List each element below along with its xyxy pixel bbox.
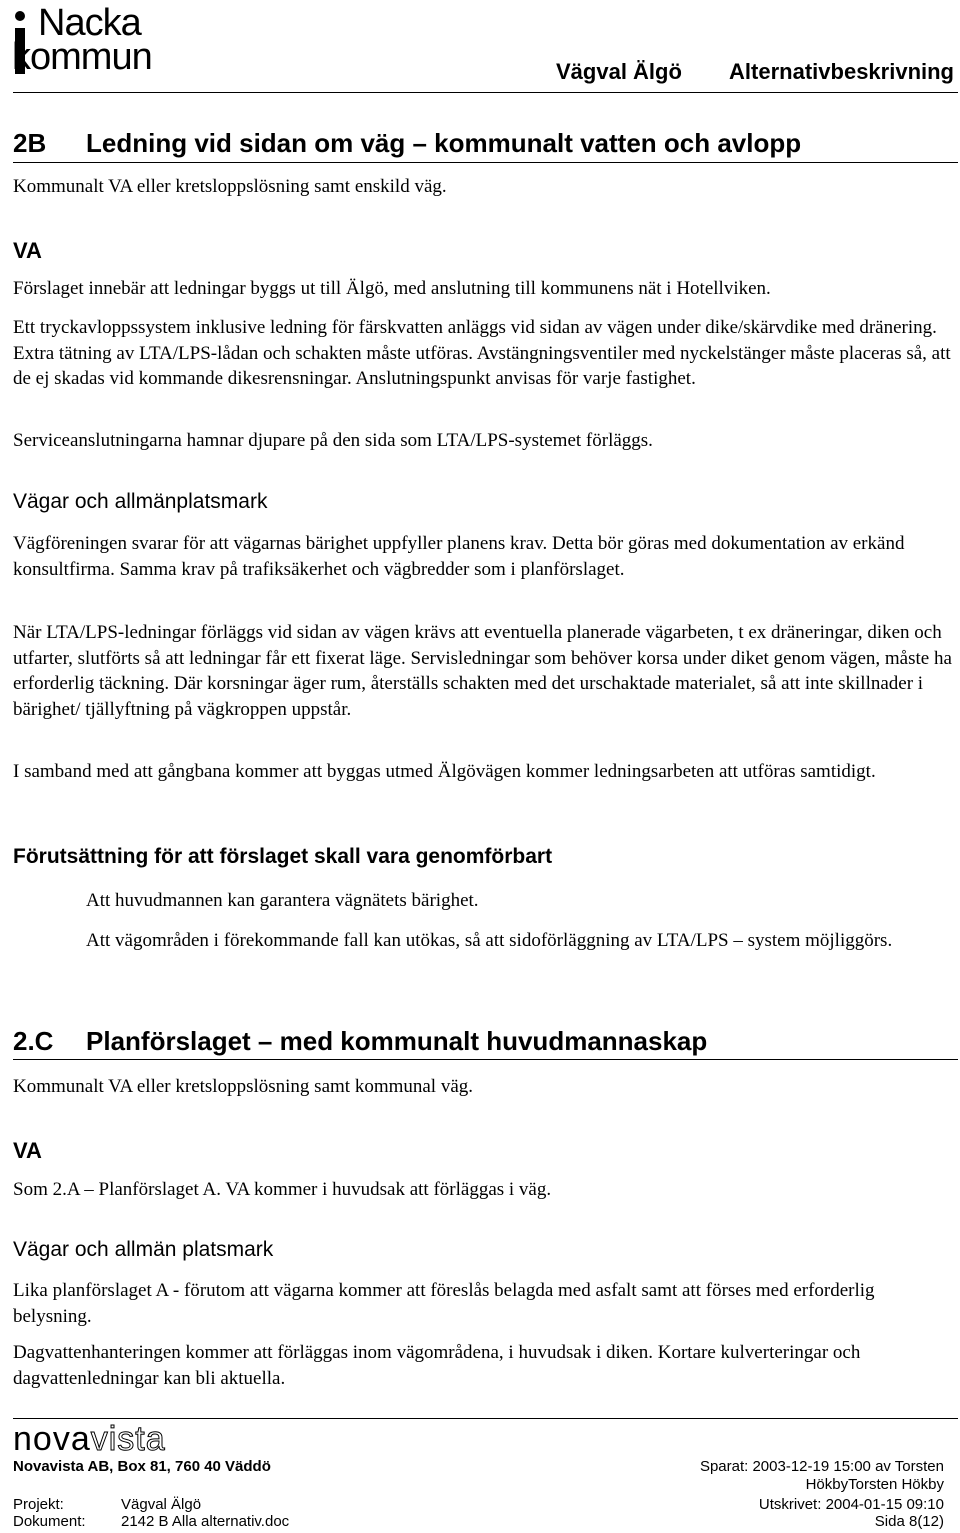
section-2b-roads-paragraph: När LTA/LPS-ledningar förläggs vid sidan av vägen krävs att eventuella planerade vägarbeten, t ex dräneringar, diken och utfarter, slutförts så att ledningar får ett fixerat läge. Servisledningar som behöver korsa under diket genom vägen, måste ha erforderlig täckning. Där korsningar äger rum, återställs schakten med det urschaktade materialet, så att inte skillnader i bärighet/ tjällyftning på vägkroppen uppstår. [13, 622, 952, 720]
logo-vista-text: vista [90, 1420, 166, 1458]
footer-saved: Sparat: 2003-12-19 15:00 av Torsten [699, 1458, 944, 1475]
header-doc-type: Alternativbeskrivning [729, 59, 954, 84]
section-2b-va-heading: VA [13, 238, 42, 263]
section-2c-number: 2.C [13, 1026, 54, 1056]
section-2b-roads-paragraph: I samband med att gångbana kommer att byggas utmed Älgövägen kommer ledningsarbeten att utföras samtidigt. [13, 761, 876, 782]
logo-nacka-text: Nacka [38, 2, 141, 44]
section-2c-roads-heading: Vägar och allmän platsmark [13, 1238, 274, 1261]
section-2c-heading [13, 1026, 958, 1057]
footer-project-value: Vägval Älgö [121, 1496, 202, 1513]
section-2c-roads-paragraph: Lika planförslaget A - förutom att vägarna kommer att föreslås belagda med asfalt samt att förses med erforderlig belysning. [13, 1280, 875, 1327]
section-2c-title: Planförslaget – med kommunalt huvudmannaskap [86, 1026, 708, 1056]
section-2c-va-heading: VA [13, 1138, 42, 1163]
prerequisite-item: Att huvudmannen kan garantera vägnätets bärighet. [86, 890, 479, 911]
header-project: Vägval Älgö [556, 59, 682, 84]
footer-document-value: 2142 B Alla alternativ.doc [121, 1513, 290, 1530]
logo-nova-text: nova [13, 1420, 91, 1458]
footer-document-label: Dokument: [13, 1513, 86, 1530]
section-2c-intro: Kommunalt VA eller kretsloppslösning samt kommunal väg. [13, 1076, 474, 1097]
footer-project-label: Projekt: [13, 1496, 64, 1513]
section-2c-rule [13, 1059, 958, 1060]
section-2b-va-paragraph: Serviceanslutningarna hamnar djupare på den sida som LTA/LPS-systemet förläggs. [13, 430, 653, 451]
section-2b-intro: Kommunalt VA eller kretsloppslösning samt enskild väg. [13, 176, 447, 197]
logo-kommun-text: kommun [12, 36, 152, 78]
footer-printed: Utskrivet: 2004-01-15 09:10 [758, 1496, 944, 1513]
section-2b-va-paragraph: Ett tryckavloppssystem inklusive ledning för färskvatten anläggs vid sidan av vägen under dike/skärvdike med dränering. Extra tätning av LTA/LPS-lådan och schakten måste utföras. Avstängningsventiler med nyckelstänger måste placeras så, att de ej skadas vid kommande dikesrensningar. Anslutningspunkt anvisas för varje fastighet. [13, 317, 951, 389]
section-2c-va-text: Som 2.A – Planförslaget A. VA kommer i huvudsak att förläggas i väg. [13, 1179, 552, 1200]
header-rule [13, 92, 958, 93]
section-2b-rule [13, 162, 958, 163]
section-2c-roads-paragraph: Dagvattenhanteringen kommer att förläggas inom vägområdena, i huvudsak i diken. Kortare kulverteringar och dagvattenledningar kan bli aktuella. [13, 1342, 861, 1389]
prerequisite-item: Att vägområden i förekommande fall kan utökas, så att sidoförläggning av LTA/LPS – system möjliggörs. [86, 930, 893, 951]
novavista-logo [13, 1420, 166, 1458]
footer-rule [13, 1418, 958, 1419]
footer-saved-by: HökbyTorsten Hökby [805, 1476, 944, 1493]
footer-company: Novavista AB, Box 81, 760 40 Väddö [13, 1458, 271, 1475]
footer-page: Sida 8(12) [874, 1513, 944, 1530]
section-2b-roads-paragraph: Vägföreningen svarar för att vägarnas bärighet uppfyller planens krav. Detta bör göras med dokumentation av erkänd konsultfirma. Samma krav på trafiksäkerhet och vägbredder som i planförslaget. [13, 533, 905, 580]
section-2b-va-paragraph: Förslaget innebär att ledningar byggs ut till Älgö, med anslutning till kommunens nät i Hotellviken. [13, 278, 771, 299]
section-2b-number: 2B [13, 128, 47, 158]
section-2b-roads-heading: Vägar och allmänplatsmark [13, 490, 268, 513]
nacka-logo [10, 4, 185, 82]
prerequisite-heading: Förutsättning för att förslaget skall vara genomförbart [13, 845, 553, 868]
section-2b-heading [13, 128, 958, 159]
section-2b-title: Ledning vid sidan om väg – kommunalt vatten och avlopp [86, 128, 802, 158]
